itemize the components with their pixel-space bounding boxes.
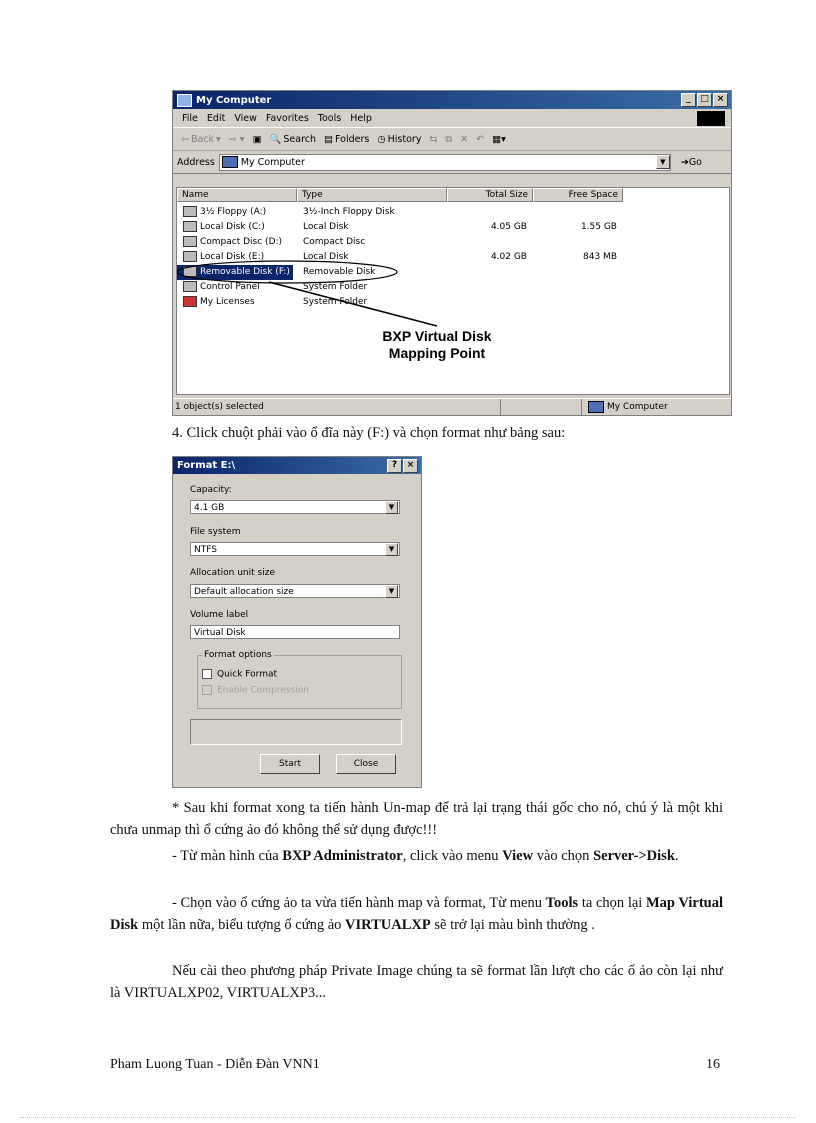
start-button[interactable]: Start bbox=[260, 754, 320, 774]
allocation-unit-label: Allocation unit size bbox=[190, 568, 275, 578]
page-number: 16 bbox=[706, 1057, 720, 1072]
chevron-down-icon[interactable]: ▼ bbox=[656, 155, 670, 169]
volume-label-input[interactable]: Virtual Disk bbox=[190, 625, 400, 639]
chevron-down-icon[interactable]: ▼ bbox=[385, 501, 398, 514]
search-button[interactable]: 🔍 Search bbox=[269, 133, 317, 145]
go-button[interactable]: ➜Go bbox=[680, 156, 702, 168]
help-button[interactable]: ? bbox=[387, 459, 402, 473]
file-system-label: File system bbox=[190, 527, 241, 537]
format-progress-bar bbox=[190, 719, 402, 745]
address-bar bbox=[173, 151, 731, 174]
status-zone: My Computer bbox=[582, 399, 668, 415]
windows-logo-icon bbox=[697, 111, 725, 126]
menu-edit[interactable]: Edit bbox=[206, 112, 226, 124]
maximize-button[interactable]: □ bbox=[697, 93, 712, 107]
format-dialog bbox=[172, 456, 422, 788]
menu-tools[interactable]: Tools bbox=[317, 112, 342, 124]
quick-format-checkbox[interactable]: Quick Format bbox=[202, 669, 277, 680]
page-bottom-divider bbox=[20, 1117, 796, 1118]
format-options-label: Format options bbox=[204, 650, 272, 660]
list-item[interactable]: My Licenses System Folder bbox=[177, 295, 729, 310]
footer-author: Pham Luong Tuan - Diễn Đàn VNN1 bbox=[110, 1057, 320, 1072]
computer-icon bbox=[177, 94, 192, 107]
paragraph-view-disk: - Từ màn hình của BXP Administrator, click vào menu View vào chọn Server->Disk. bbox=[172, 848, 679, 864]
paragraph-private-image: Nếu cài theo phương pháp Private Image chúng ta sẽ format lần lượt cho các ổ ảo còn lại như là VIRTUALXP02, VIRTUALXP3... bbox=[110, 963, 723, 1001]
address-label: Address bbox=[177, 156, 215, 168]
file-system-select[interactable]: NTFS ▼ bbox=[190, 542, 400, 556]
capacity-label: Capacity: bbox=[190, 485, 232, 495]
computer-icon bbox=[222, 156, 238, 168]
annotation-callout bbox=[177, 188, 729, 394]
list-item[interactable]: Local Disk (C:) Local Disk 4.05 GB 1.55 GB bbox=[177, 220, 729, 235]
dialog-title: Format E:\ bbox=[177, 460, 236, 471]
menu-bar bbox=[173, 109, 731, 128]
undo-icon[interactable]: ↶ bbox=[476, 133, 485, 145]
history-button[interactable]: ◷ History bbox=[377, 133, 422, 145]
status-bar bbox=[173, 398, 731, 415]
menu-help[interactable]: Help bbox=[350, 112, 372, 124]
paragraph-unmap-note: * Sau khi format xong ta tiến hành Un-map để trả lại trạng thái gốc cho nó, chú ý là một khi chưa unmap thì ổ cứng ảo đó không thể sử dụng được!!! bbox=[110, 800, 723, 838]
back-button[interactable]: ⇦ Back ▾ bbox=[181, 133, 221, 145]
dialog-close-button[interactable]: × bbox=[403, 459, 418, 473]
up-folder-icon[interactable]: ▣ bbox=[252, 133, 262, 145]
move-to-icon[interactable]: ⇆ bbox=[429, 133, 438, 145]
history-icon: ◷ bbox=[377, 133, 386, 145]
annotation-text: BXP Virtual Disk Mapping Point bbox=[382, 328, 492, 361]
folders-icon: ▤ bbox=[324, 133, 334, 145]
minimize-button[interactable]: _ bbox=[681, 93, 696, 107]
list-item-selected[interactable]: Removable Disk (F:) Removable Disk bbox=[177, 265, 729, 280]
column-header-total-size[interactable]: Total Size bbox=[447, 188, 533, 202]
list-item[interactable]: Local Disk (E:) Local Disk 4.02 GB 843 MB bbox=[177, 250, 729, 265]
list-item[interactable]: Compact Disc (D:) Compact Disc bbox=[177, 235, 729, 250]
toolbar bbox=[173, 128, 731, 151]
close-dialog-button[interactable]: Close bbox=[336, 754, 396, 774]
back-arrow-icon: ⇦ bbox=[181, 133, 189, 145]
column-header-type[interactable]: Type bbox=[297, 188, 447, 202]
chevron-down-icon[interactable]: ▼ bbox=[385, 585, 398, 598]
delete-icon[interactable]: ✕ bbox=[460, 133, 469, 145]
menu-favorites[interactable]: Favorites bbox=[265, 112, 309, 124]
allocation-unit-select[interactable]: Default allocation size ▼ bbox=[190, 584, 400, 598]
status-selection: 1 object(s) selected bbox=[173, 399, 501, 415]
search-icon: 🔍 bbox=[269, 133, 282, 145]
close-button[interactable]: × bbox=[713, 93, 728, 107]
file-list bbox=[176, 187, 730, 395]
column-header-free-space[interactable]: Free Space bbox=[533, 188, 623, 202]
views-icon[interactable]: ▦▾ bbox=[492, 133, 506, 145]
menu-view[interactable]: View bbox=[234, 112, 257, 124]
capacity-select[interactable]: 4.1 GB ▼ bbox=[190, 500, 400, 514]
dialog-titlebar[interactable] bbox=[173, 457, 421, 474]
volume-label-label: Volume label bbox=[190, 610, 249, 620]
window-titlebar[interactable] bbox=[173, 91, 731, 109]
window-title: My Computer bbox=[196, 94, 272, 106]
computer-icon bbox=[588, 401, 604, 413]
copy-to-icon[interactable]: ⧉ bbox=[445, 133, 453, 145]
paragraph-map-virtual-disk: - Chọn vào ổ cứng ảo ta vừa tiến hành map và format, Từ menu Tools ta chọn lại Map Virtual Disk một lần nữa, biểu tượng ổ cứng ảo VIRTUALXP sẽ trở lại màu bình thường . bbox=[110, 895, 723, 933]
enable-compression-checkbox: Enable Compression bbox=[202, 685, 309, 696]
column-header-name[interactable]: Name bbox=[177, 188, 297, 202]
chevron-down-icon[interactable]: ▼ bbox=[385, 543, 398, 556]
folders-button[interactable]: ▤ Folders bbox=[324, 133, 370, 145]
forward-button[interactable]: ⇨ ▾ bbox=[228, 133, 245, 145]
my-computer-window bbox=[172, 90, 732, 416]
step-4-text: 4. Click chuột phải vào ổ đĩa này (F:) và chọn format như bảng sau: bbox=[172, 425, 566, 441]
format-options-group bbox=[197, 650, 402, 709]
address-input[interactable]: My Computer ▼ bbox=[219, 154, 671, 171]
menu-file[interactable]: File bbox=[182, 112, 198, 124]
list-item[interactable]: Control Panel System Folder bbox=[177, 280, 729, 295]
list-item[interactable]: 3½ Floppy (A:) 3½-Inch Floppy Disk bbox=[177, 205, 729, 220]
